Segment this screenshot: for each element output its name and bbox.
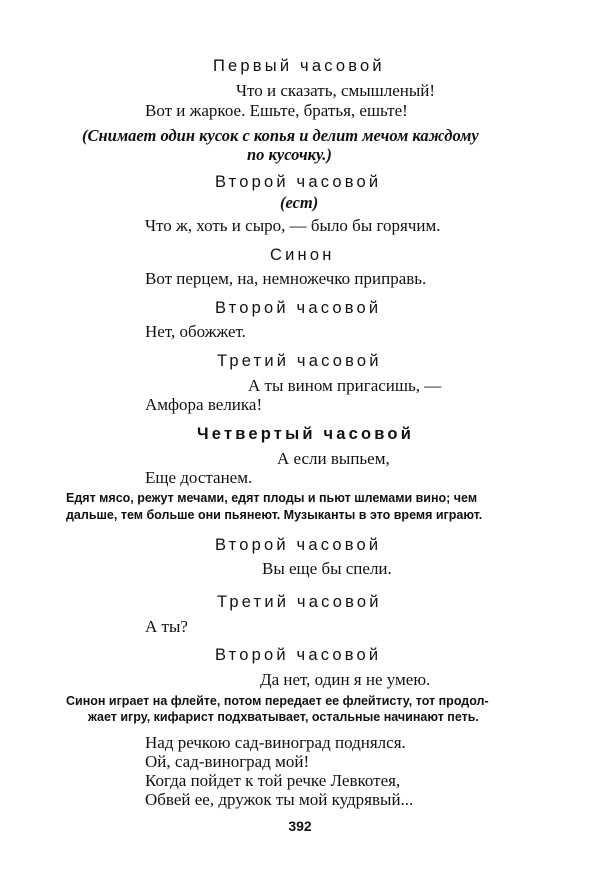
speaker-name: Второй часовой xyxy=(215,536,382,554)
dialogue-line: Вот и жаркое. Ешьте, братья, ешьте! xyxy=(145,101,408,120)
dialogue-line: Вот перцем, на, немножечко приправь. xyxy=(145,269,427,288)
dialogue-line: Что и сказать, смышленый! xyxy=(236,81,436,100)
dialogue-line: Амфора велика! xyxy=(145,395,263,414)
stage-direction: Синон играет на флейте, потом передает ее флейтисту, тот продол- xyxy=(66,694,489,708)
dialogue-line: А ты? xyxy=(145,617,188,636)
stage-direction: Едят мясо, режут мечами, едят плоды и пьют шлемами вино; чем xyxy=(66,491,478,505)
page-number: 392 xyxy=(288,818,312,834)
speaker-name: Синон xyxy=(270,246,335,264)
stage-direction: дальше, тем больше они пьянеют. Музыканты в это время играют. xyxy=(66,508,483,522)
dialogue-line: Что ж, хоть и сыро, — было бы горячим. xyxy=(145,216,441,235)
stage-direction: (Снимает один кусок с копья и делит мечом каждому xyxy=(82,126,479,145)
dialogue-line: Вы еще бы спели. xyxy=(262,559,392,578)
dialogue-line: А если выпьем, xyxy=(277,449,390,468)
song-verse-line: Ой, сад-виноград мой! xyxy=(145,752,310,771)
dialogue-line: Нет, обожжет. xyxy=(145,322,246,341)
speaker-name: Третий часовой xyxy=(217,352,382,370)
song-verse-line: Когда пойдет к той речке Левкотея, xyxy=(145,771,401,790)
stage-direction: по кусочку.) xyxy=(247,145,332,164)
stage-direction: (ест) xyxy=(280,193,319,212)
dialogue-line: Да нет, один я не умею. xyxy=(260,670,431,689)
speaker-name: Третий часовой xyxy=(217,593,382,611)
speaker-name: Четвертый часовой xyxy=(197,425,415,443)
speaker-name: Второй часовой xyxy=(215,646,382,664)
song-verse-line: Обвей ее, дружок ты мой кудрявый... xyxy=(145,790,414,809)
speaker-name: Второй часовой xyxy=(215,299,382,317)
dialogue-line: А ты вином пригасишь, — xyxy=(248,376,442,395)
dialogue-line: Еще достанем. xyxy=(145,468,253,487)
song-verse-line: Над речкою сад-виноград поднялся. xyxy=(145,733,406,752)
speaker-name: Первый часовой xyxy=(213,57,385,75)
stage-direction: жает игру, кифарист подхватывает, остальные начинают петь. xyxy=(88,710,479,724)
speaker-name: Второй часовой xyxy=(215,173,382,191)
